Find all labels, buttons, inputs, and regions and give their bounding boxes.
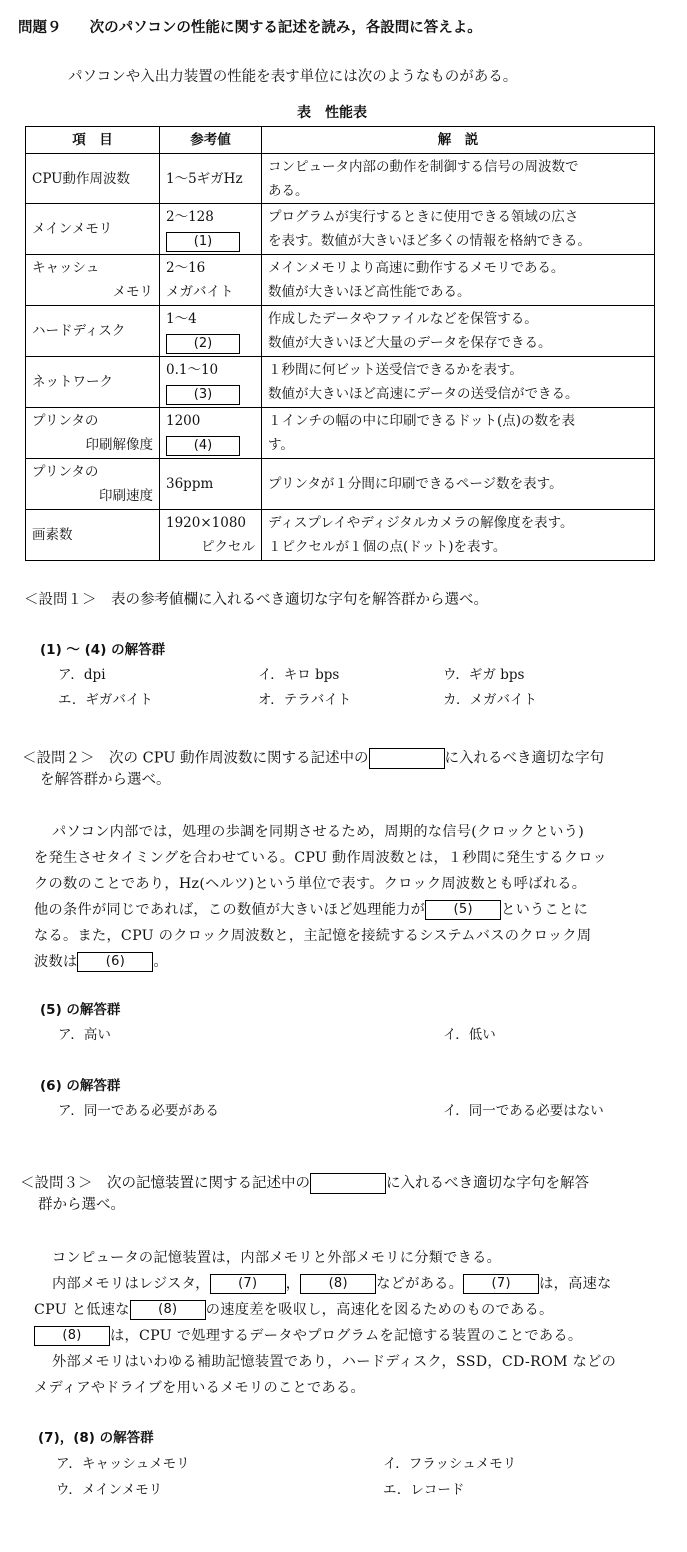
problem-header <box>18 21 482 36</box>
q3-group-label: (7)，(8) の解答群 <box>38 1430 154 1446</box>
row-reference <box>160 255 262 306</box>
row-item <box>26 306 160 357</box>
row-item <box>26 459 160 510</box>
table-row <box>26 510 655 561</box>
desc-line: 数値が大きいほど高速にデータの送受信ができる。 <box>268 386 579 402</box>
desc-line: コンピュータ内部の動作を制御する信号の周波数で <box>268 158 579 175</box>
item-label: ハードディスク <box>32 323 126 339</box>
ref-value: 2～128 <box>166 209 214 225</box>
desc-line: メインメモリより高速に動作するメモリである。 <box>268 260 565 276</box>
desc-line: プログラムが実行するときに使用できる領域の広さ <box>268 209 579 225</box>
desc-line: ディスプレイやディジタルカメラの解像度を表す。 <box>268 515 574 531</box>
q2-line <box>34 949 674 975</box>
table-row <box>26 306 655 357</box>
q3-line: メディアやドライブを用いるメモリのことである。 <box>34 1380 365 1396</box>
desc-line: １インチの幅の中に印刷できるドット(点)の数を表 <box>268 413 575 429</box>
q3-text: は，CPU で処理するデータやプログラムを記憶する装置のことである。 <box>110 1328 583 1344</box>
blank-7: (7) <box>210 1274 286 1294</box>
problem-title: 次のパソコンの性能に関する記述を読み，各設問に答えよ。 <box>89 20 482 36</box>
blank-1: (1) <box>166 232 240 252</box>
row-reference <box>160 357 262 408</box>
item-label: ネットワーク <box>32 374 113 390</box>
intro-text: パソコンや入出力装置の性能を表す単位には次のようなものがある。 <box>68 69 518 85</box>
ref-value: 1～4 <box>166 311 197 327</box>
table-row <box>26 357 655 408</box>
header-item: 項 目 <box>26 127 160 154</box>
q3-text: 内部メモリはレジスタ， <box>52 1276 210 1292</box>
row-description <box>262 510 655 561</box>
desc-line: を表す。数値が大きいほど多くの情報を格納できる。 <box>268 233 591 249</box>
table-header-row <box>26 127 655 154</box>
row-description <box>262 357 655 408</box>
row-description <box>262 459 655 510</box>
q1-choice-u: ウ．ギガ bps <box>443 667 525 683</box>
q1-group-label: (1) ～ (4) の解答群 <box>40 642 166 658</box>
q2-g5-choice-i: イ．低い <box>443 1027 496 1043</box>
row-item <box>26 408 160 459</box>
blank-5: (5) <box>425 900 501 920</box>
q3-paragraph <box>34 1245 674 1401</box>
row-description <box>262 255 655 306</box>
q2-text: 他の条件が同じであれば，この数値が大きいほど処理能力が <box>34 902 426 918</box>
blank-8: (8) <box>130 1300 206 1320</box>
q3-line <box>34 1323 674 1349</box>
header-reference: 参考値 <box>160 127 262 154</box>
item-label-2: 印刷解像度 <box>85 437 153 453</box>
row-reference <box>160 459 262 510</box>
q1-heading: ＜設問１＞ 表の参考値欄に入れるべき適切な字句を解答群から選べ。 <box>24 592 488 608</box>
blank-4: (4) <box>166 436 240 456</box>
q1-choice-o: オ．テラバイト <box>258 692 352 708</box>
q2-g5-choice-a: ア．高い <box>58 1027 111 1043</box>
desc-line: プリンタが１分間に印刷できるページ数を表す。 <box>268 476 563 492</box>
item-label: 画素数 <box>32 527 73 543</box>
q3-heading-blank <box>310 1173 386 1194</box>
table-caption: 表 性能表 <box>297 105 367 121</box>
q2-g6-choice-a: ア．同一である必要がある <box>58 1103 219 1119</box>
q2-text: 。 <box>153 954 168 970</box>
row-item <box>26 204 160 255</box>
q3-choice-e: エ．レコード <box>383 1482 465 1498</box>
q1-choice-ka: カ．メガバイト <box>443 692 537 708</box>
q3-heading-cont: 群から選べ。 <box>38 1197 125 1213</box>
q2-heading-blank <box>369 748 445 769</box>
q3-choice-u: ウ．メインメモリ <box>56 1482 163 1498</box>
q3-choice-i: イ．フラッシュメモリ <box>383 1456 517 1472</box>
blank-7: (7) <box>463 1274 539 1294</box>
row-item <box>26 510 160 561</box>
blank-2: (2) <box>166 334 240 354</box>
q1-choice-a: ア．dpi <box>58 667 106 683</box>
q2-line: クの数のことであり，Hz(ヘルツ)という単位で表す。クロック周波数とも呼ばれる。 <box>34 876 587 892</box>
ref-value: 1920×1080 <box>166 515 247 531</box>
row-reference <box>160 510 262 561</box>
table-row <box>26 255 655 306</box>
ref-value: 36ppm <box>166 476 214 492</box>
q3-heading <box>20 1173 589 1194</box>
q2-text: ということに <box>501 902 589 918</box>
row-description <box>262 306 655 357</box>
row-reference <box>160 204 262 255</box>
ref-value: 0.1～10 <box>166 362 219 378</box>
problem-number: 問題９ <box>18 20 62 36</box>
ref-value: 2～16 <box>166 260 206 276</box>
blank-3: (3) <box>166 385 240 405</box>
q2-group6-label: (6) の解答群 <box>40 1078 121 1094</box>
item-label: プリンタの <box>32 413 99 429</box>
row-reference <box>160 306 262 357</box>
row-description <box>262 408 655 459</box>
row-reference <box>160 154 262 204</box>
q1-choice-e: エ．ギガバイト <box>58 692 153 708</box>
q3-text: などがある。 <box>376 1276 464 1292</box>
q2-g6-choice-i: イ．同一である必要はない <box>443 1103 604 1119</box>
desc-line: す。 <box>268 437 294 453</box>
ref-unit: メガバイト <box>166 284 234 300</box>
table-row <box>26 459 655 510</box>
row-item <box>26 357 160 408</box>
q3-line <box>34 1271 674 1297</box>
desc-line: 数値が大きいほど大量のデータを保存できる。 <box>268 335 552 351</box>
table-row <box>26 204 655 255</box>
q2-text: 波数は <box>34 954 78 970</box>
item-label-2: メモリ <box>112 284 153 300</box>
desc-line: １秒間に何ビット送受信できるかを表す。 <box>268 362 523 378</box>
row-reference <box>160 408 262 459</box>
q2-heading-text-2: に入れるべき適切な字句 <box>444 750 605 767</box>
q2-paragraph <box>34 819 674 975</box>
q3-line: コンピュータの記憶装置は，内部メモリと外部メモリに分類できる。 <box>52 1250 502 1266</box>
q3-line: 外部メモリはいわゆる補助記憶装置であり，ハードディスク，SSD，CD-ROM などの <box>52 1354 617 1370</box>
q3-text: の速度差を吸収し，高速化を図るためのものである。 <box>205 1302 554 1318</box>
q3-text: は，高速な <box>539 1276 612 1292</box>
q2-line <box>34 897 674 923</box>
item-label: メインメモリ <box>32 221 113 237</box>
q3-text: CPU と低速な <box>34 1302 130 1318</box>
table-row <box>26 154 655 204</box>
desc-line: ある。 <box>268 182 309 199</box>
q2-line: を発生させタイミングを合わせている。CPU 動作周波数とは，１秒間に発生するクロッ <box>34 850 608 866</box>
q2-line: パソコン内部では，処理の歩調を同期させるため，周期的な信号(クロックという) <box>52 824 585 840</box>
q3-choice-a: ア．キャッシュメモリ <box>56 1456 190 1472</box>
item-label-2: 印刷速度 <box>99 488 153 504</box>
q1-choice-i: イ．キロ bps <box>258 667 340 683</box>
desc-line: 数値が大きいほど高性能である。 <box>268 284 471 300</box>
q2-line: なる。また，CPU のクロック周波数と，主記憶を接続するシステムバスのクロック周 <box>34 928 592 944</box>
performance-table <box>25 126 655 561</box>
q3-line <box>34 1297 674 1323</box>
q3-heading-text: ＜設問３＞ 次の記憶装置に関する記述中の <box>20 1175 310 1192</box>
blank-8: (8) <box>34 1326 110 1346</box>
row-description <box>262 154 655 204</box>
q2-heading-cont: を解答群から選べ。 <box>40 772 171 788</box>
item-label: プリンタの <box>32 464 99 480</box>
item-label: CPU動作周波数 <box>32 170 131 187</box>
q3-text: ， <box>285 1276 301 1292</box>
row-description <box>262 204 655 255</box>
q2-heading-text: ＜設問２＞ 次の CPU 動作周波数に関する記述中の <box>22 750 369 767</box>
desc-line: １ピクセルが１個の点(ドット)を表す。 <box>268 539 507 555</box>
blank-6: (6) <box>77 952 153 972</box>
desc-line: 作成したデータやファイルなどを保管する。 <box>268 311 538 327</box>
blank-8: (8) <box>300 1274 376 1294</box>
ref-unit: ピクセル <box>201 539 255 555</box>
row-item <box>26 154 160 204</box>
table-row <box>26 408 655 459</box>
item-label: キャッシュ <box>32 260 100 276</box>
q2-heading <box>22 748 604 769</box>
header-description: 解 説 <box>262 127 655 154</box>
q2-group5-label: (5) の解答群 <box>40 1002 121 1018</box>
row-item <box>26 255 160 306</box>
q3-heading-text-2: に入れるべき適切な字句を解答 <box>386 1175 589 1192</box>
ref-value: 1200 <box>166 413 201 429</box>
ref-value: 1～5ギガHz <box>166 170 243 187</box>
